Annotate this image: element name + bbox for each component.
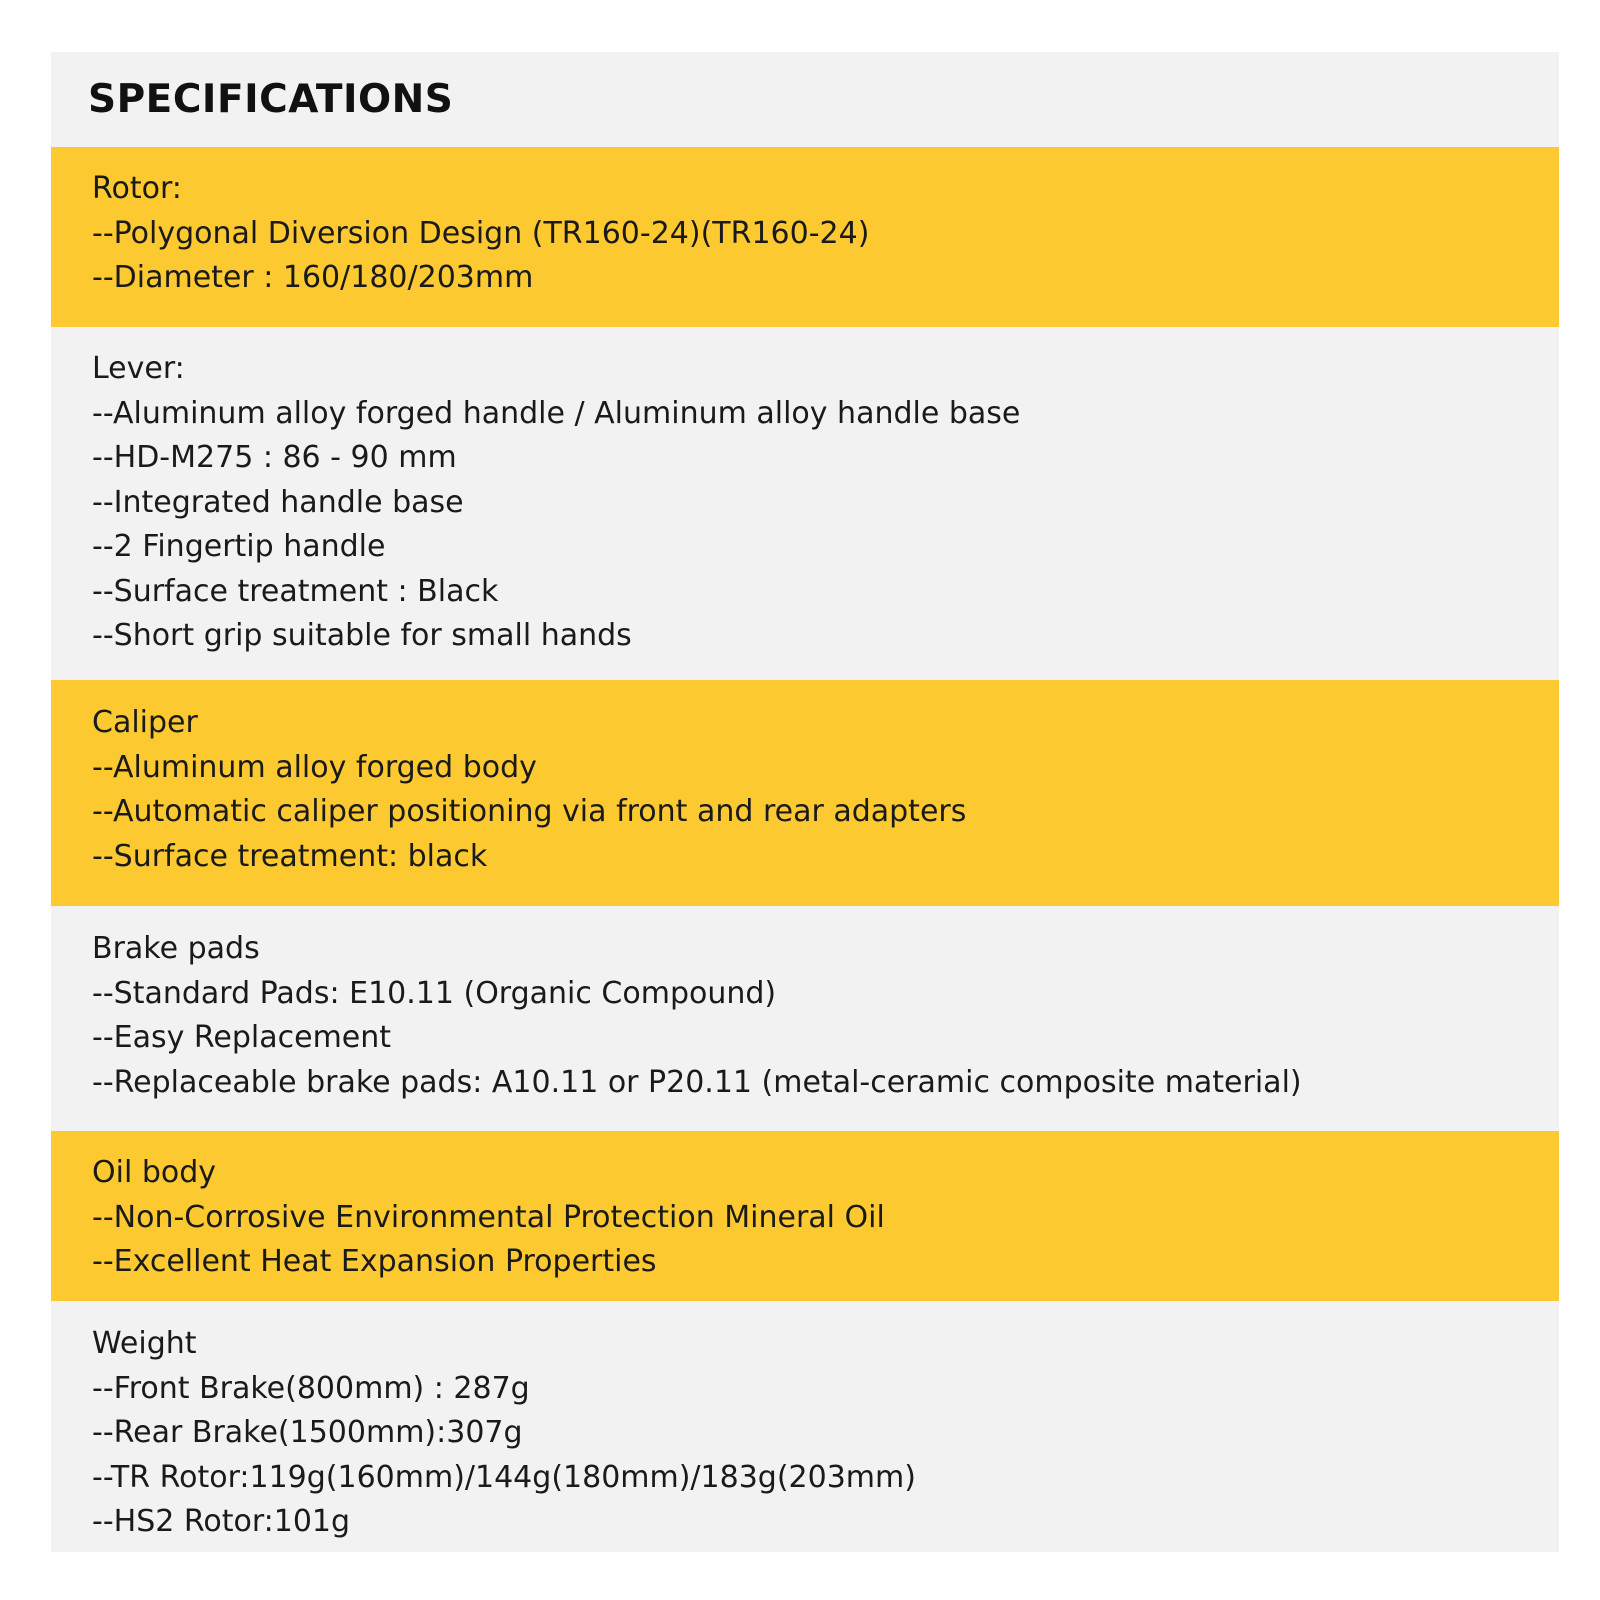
spec-line: --Aluminum alloy forged handle / Aluminum alloy handle base <box>92 395 1021 431</box>
spec-line: --Integrated handle base <box>92 484 464 520</box>
spec-sheet <box>51 52 1559 1552</box>
spec-line: --Front Brake(800mm) : 287g <box>92 1370 530 1406</box>
spec-line: --Standard Pads: E10.11 (Organic Compound) <box>92 975 777 1011</box>
spec-line: --Surface treatment: black <box>92 838 488 874</box>
section-oil-body <box>51 1131 1559 1301</box>
spec-line: --Short grip suitable for small hands <box>92 618 632 653</box>
section-lever <box>51 327 1559 680</box>
spec-line: --HS2 Rotor:101g <box>92 1504 351 1539</box>
spec-line: --TR Rotor:119g(160mm)/144g(180mm)/183g(203mm) <box>92 1459 916 1495</box>
section-title: Brake pads <box>92 931 260 966</box>
spec-line: --Automatic caliper positioning via front and rear adapters <box>92 794 967 829</box>
page-title: SPECIFICATIONS <box>88 77 454 122</box>
spec-line: --Rear Brake(1500mm):307g <box>92 1415 523 1450</box>
header <box>51 52 1559 146</box>
spec-line: --Diameter : 160/180/203mm <box>92 260 534 295</box>
section-title: Weight <box>92 1326 197 1361</box>
spec-line: --Surface treatment : Black <box>92 573 499 609</box>
spec-line: --Excellent Heat Expansion Properties <box>92 1244 657 1279</box>
spec-line: --Aluminum alloy forged body <box>92 749 537 785</box>
section-title: Lever: <box>92 351 185 386</box>
spec-line: --Non-Corrosive Environmental Protection Mineral Oil <box>92 1199 885 1235</box>
spec-line: --HD-M275 : 86 - 90 mm <box>92 440 457 475</box>
section-title: Rotor: <box>92 171 182 206</box>
section-title: Oil body <box>92 1155 217 1190</box>
spec-line: --2 Fingertip handle <box>92 529 386 564</box>
section-rotor <box>51 147 1559 327</box>
section-brake-pads <box>51 906 1559 1131</box>
spec-line: --Easy Replacement <box>92 1020 392 1055</box>
spec-line: --Replaceable brake pads: A10.11 or P20.11 (metal-ceramic composite material) <box>92 1064 1302 1100</box>
section-weight <box>51 1301 1559 1552</box>
section-caliper <box>51 680 1559 906</box>
spec-line: --Polygonal Diversion Design (TR160-24)(TR160-24) <box>92 215 870 251</box>
section-title: Caliper <box>92 705 198 740</box>
